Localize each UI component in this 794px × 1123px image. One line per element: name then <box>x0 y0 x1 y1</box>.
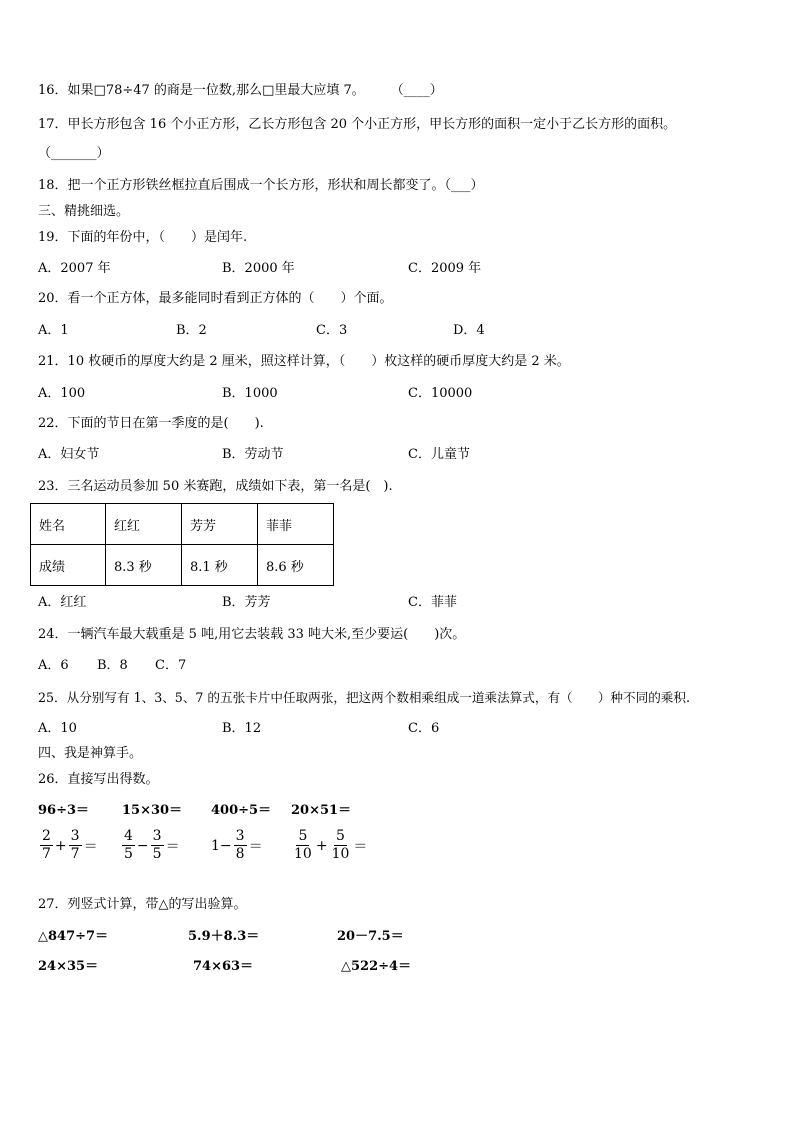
calc-item: 20×51＝ <box>291 803 352 818</box>
operator: + <box>315 837 328 854</box>
denominator: 7 <box>70 846 80 862</box>
question-17: 17．甲长方形包含 16 个小正方形，乙长方形包含 20 个小正方形，甲长方形的面积一定小于乙长方形的面积。 <box>38 117 677 132</box>
operator: − <box>136 837 149 854</box>
fraction-expression <box>38 828 98 863</box>
q25-option-a: A．10 <box>38 721 77 736</box>
equals: ＝ <box>248 838 263 855</box>
numerator: 4 <box>124 828 133 844</box>
q23-option-b: B．芳芳 <box>222 595 271 610</box>
fraction <box>151 828 164 863</box>
fraction <box>292 828 314 863</box>
fraction-expression <box>290 828 367 863</box>
denominator: 5 <box>124 846 133 862</box>
table-cell: 红红 <box>106 504 182 545</box>
numerator: 5 <box>298 828 308 844</box>
question-21: 21．10 枚硬币的厚度大约是 2 厘米，照这样计算，（ ）枚这样的硬币厚度大约是 2 米。 <box>38 354 570 369</box>
calc-item: 15×30＝ <box>122 803 183 818</box>
question-24: 24．一辆汽车最大载重是 5 吨,用它去装载 33 吨大米,至少要运( )次。 <box>38 627 466 642</box>
q23-option-c: C．菲菲 <box>408 595 457 610</box>
q20-option-b: B．2 <box>176 323 207 338</box>
calc-item: 400÷5＝ <box>211 803 272 818</box>
question-22: 22．下面的节日在第一季度的是( ). <box>38 416 264 431</box>
table-cell: 8.6 秒 <box>258 545 334 586</box>
section-3-heading: 三、精挑细选。 <box>38 204 130 219</box>
table-row <box>31 504 334 545</box>
q25-option-b: B．12 <box>222 721 262 736</box>
table-cell: 成绩 <box>31 545 106 586</box>
q19-option-c: C．2009 年 <box>408 261 482 276</box>
table-cell: 姓名 <box>31 504 106 545</box>
numerator: 5 <box>336 828 345 844</box>
calc-item: △847÷7＝ <box>38 929 109 944</box>
q20-option-a: A．1 <box>38 323 69 338</box>
q24-option-c: C．7 <box>155 658 187 673</box>
q22-option-a: A．妇女节 <box>38 447 100 462</box>
q19-option-b: B．2000 年 <box>222 261 295 276</box>
fraction <box>330 828 352 863</box>
q23-option-a: A．红红 <box>38 595 87 610</box>
fraction-expression <box>211 828 263 863</box>
equals: ＝ <box>165 838 180 855</box>
table-cell: 芳芳 <box>182 504 258 545</box>
calc-item: 74×63＝ <box>193 959 254 974</box>
q25-option-c: C．6 <box>408 721 440 736</box>
calc-item: 24×35＝ <box>38 959 99 974</box>
numerator: 3 <box>70 828 80 844</box>
q24-option-a: A．6 <box>38 658 69 673</box>
q20-option-d: D．4 <box>453 323 485 338</box>
question-16: 16．如果□78÷47 的商是一位数,那么□里最大应填 7。 （____） <box>38 83 443 98</box>
question-20: 20．看一个正方体，最多能同时看到正方体的（ ）个面。 <box>38 291 393 306</box>
fraction <box>234 828 247 863</box>
table-cell: 8.1 秒 <box>182 545 258 586</box>
denominator: 7 <box>42 846 51 862</box>
denominator: 5 <box>152 846 162 862</box>
fraction <box>69 828 82 863</box>
numerator: 3 <box>235 828 245 844</box>
q22-option-c: C．儿童节 <box>408 447 470 462</box>
numerator: 2 <box>42 828 51 844</box>
denominator: 8 <box>235 846 245 862</box>
question-27: 27．列竖式计算，带△的写出验算。 <box>38 897 247 912</box>
numerator: 3 <box>152 828 162 844</box>
q24-option-b: B．8 <box>97 658 128 673</box>
q21-option-c: C．10000 <box>408 386 473 401</box>
section-4-heading: 四、我是神算手。 <box>38 746 143 761</box>
q19-option-a: A．2007 年 <box>38 261 111 276</box>
question-19: 19．下面的年份中，（ ）是闰年. <box>38 230 248 245</box>
question-25: 25．从分别写有 1、3、5、7 的五张卡片中任取两张，把这两个数相乘组成一道乘法算式，有（ ）种不同的乘积. <box>38 690 690 705</box>
equals: ＝ <box>353 838 368 855</box>
calc-item: 5.9＋8.3＝ <box>188 929 260 944</box>
q22-option-b: B．劳动节 <box>222 447 284 462</box>
table-cell: 菲菲 <box>258 504 334 545</box>
question-18: 18．把一个正方形铁丝框拉直后围成一个长方形，形状和周长都变了。（___） <box>38 178 484 193</box>
results-table <box>30 503 334 586</box>
calc-item: 20－7.5＝ <box>337 929 404 944</box>
table-row <box>31 545 334 586</box>
denominator: 10 <box>294 846 312 862</box>
expr-prefix: 1− <box>211 837 232 854</box>
fraction <box>40 828 53 863</box>
calc-item: 96÷3＝ <box>38 803 90 818</box>
table-cell: 8.3 秒 <box>106 545 182 586</box>
equals: ＝ <box>83 838 98 855</box>
question-23: 23．三名运动员参加 50 米赛跑，成绩如下表，第一名是( ). <box>38 479 393 494</box>
denominator: 10 <box>331 846 350 862</box>
q21-option-a: A．100 <box>38 386 86 401</box>
fraction <box>122 828 135 863</box>
calc-item: △522÷4＝ <box>341 959 412 974</box>
q21-option-b: B．1000 <box>222 386 278 401</box>
operator: + <box>54 837 67 854</box>
fraction-expression <box>120 828 180 863</box>
question-26: 26．直接写出得数。 <box>38 772 159 787</box>
question-17-answer-blank: （_______） <box>38 146 110 161</box>
q20-option-c: C．3 <box>316 323 348 338</box>
